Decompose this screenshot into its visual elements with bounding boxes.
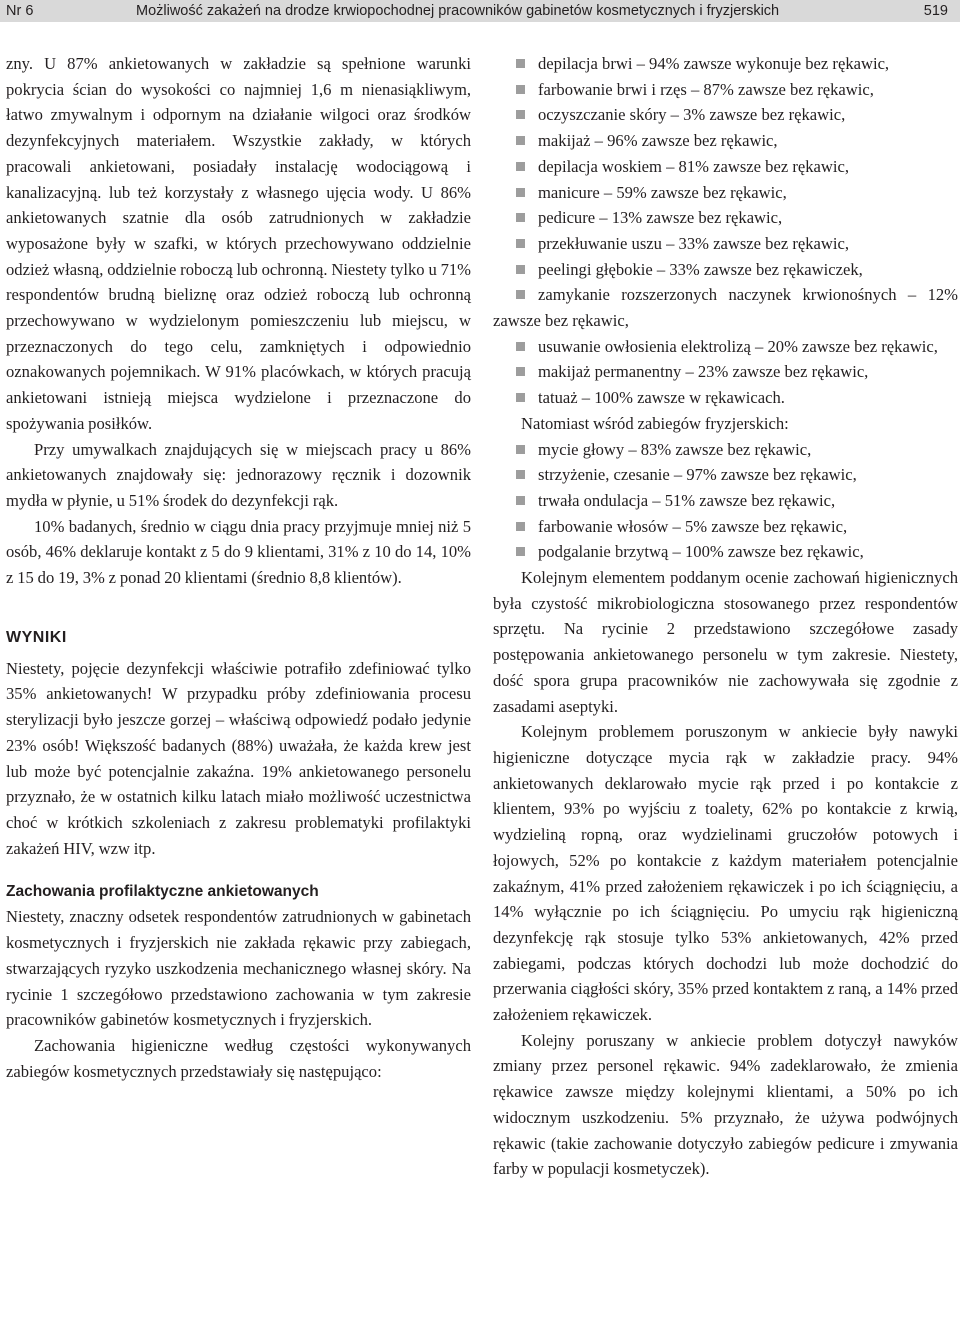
left-column [6,51,471,1084]
list-item: trwała ondulacja – 51% zawsze bez rękawic, [493,488,958,514]
list-item: depilacja woskiem – 81% zawsze bez rękawic, [493,154,958,180]
list-item: tatuaż – 100% zawsze w rękawicach. [493,385,958,411]
paragraph: Przy umywalkach znajdujących się w miejscach pracy u 86% ankietowanych znajdowały się: jednorazowy ręcznik i dozownik mydła w płynie, u 51% środek do dezynfekcji rąk. [6,439,471,510]
subsection-heading-behaviours: Zachowania profilaktyczne ankietowanych [6,883,319,901]
bullet-square-icon [516,290,525,299]
list-item: przekłuwanie uszu – 33% zawsze bez rękawic, [493,231,958,257]
bullet-square-icon [516,85,525,94]
paragraph: Niestety, pojęcie dezynfekcji właściwie potrafiło zdefiniować tylko 35% ankietowanych! W przypadku próby zdefiniowania procesu sterylizacji było jeszcze gorzej – właściwą odpowiedź podało jedynie 23% osób! Większość badanych (88%) uważała, że każda krew jest lub może być potencjalnie zakaźna. 19% ankietowanego personelu przyznało, że w ostatnich kilku latach miało możliwość uczestnictwa choć w krótkich szkoleniach z zakresu problematyki profilaktyki zakażeń HIV, wzw itp. [6,658,471,858]
paragraph: Kolejny poruszany w ankiecie problem dotyczył nawyków zmiany przez personel rękawic. 94% zadeklarowało, że zmienia rękawice zawsze między kolejnymi klientami, a 50% po ich widocznym uszkodzeniu. 5% przyznało, że używa podwójnych rękawic (takie zachowanie dotyczyło zabiegów pedicure i zmywania farby w populacji kosmetyczek). [493,1030,958,1179]
bullet-square-icon [516,213,525,222]
list-item: depilacja brwi – 94% zawsze wykonuje bez rękawic, [493,51,958,77]
list-item: pedicure – 13% zawsze bez rękawic, [493,205,958,231]
paragraph: Kolejnym problemem poruszonym w ankiecie były nawyki higieniczne dotyczące mycia rąk w zakładzie pracy. 94% ankietowanych deklarowało mycie rąk przed i po kontakcie z klientem, 93% po wyjściu z toalety, 62% po kontakcie z krwią, wydzieliną ropną, oraz wydzielinami gruczołów potowych i łojowych, 52% po kontakcie z każdym materiałem potencjalnie zakaźnym, 41% przed założeniem rękawiczek i po ich ściągnięciu, a 14% wyłącznie po ich ściągnięciu. Po umyciu rąk higieniczną dezynfekcję rąk stosuje tylko 53% ankietowanych, 42% przed zabiegami, podczas których dochodzi lub może dochodzić do przerwania ciągłości skóry, 35% przed kontaktem z raną, a 14% przed założeniem rękawiczek. [493,722,958,1025]
section-heading-wyniki: WYNIKI [6,628,67,646]
bullet-square-icon [516,59,525,68]
bullet-square-icon [516,496,525,505]
list-item: podgalanie brzytwą – 100% zawsze bez rękawic, [493,539,958,565]
paragraph: zny. U 87% ankietowanych w zakładzie są spełnione warunki pokrycia ścian do wysokości co najmniej 1,6 m nienasiąkliwym, łatwo zmywalnym i odpornym na działanie wilgoci oraz środków dezynfekcyjnych materiałem. Wszystkie zakłady, w których pracowali ankietowani, posiadały instalację wodociągową i kanalizacyjną. lub też korzystały z własnego ujęcia wody. U 86% ankietowanych szatnie dla osób zatrudnionych w zakładzie wyposażone były w szafki, w których przechowywano oddzielnie odzież własną, oddzielnie roboczą lub ochronną. Niestety tylko u 71% respondentów brudną bieliznę oraz odzież roboczą lub ochronną przechowywano w wydzielonym pomieszczeniu lub miejscu, w przeznaczonych do tego celu, zamkniętych i odpowiednio oznakowanych pojemnikach. W 91% placówkach, w których pracują ankietowani istnieją miejsca wydzielone i przeznaczone do spożywania posiłków. [6,54,472,433]
bullet-square-icon [516,470,525,479]
bullet-square-icon [516,188,525,197]
list-item: zamykanie rozszerzonych naczynek krwionośnych – 12% zawsze bez rękawic, [493,285,958,331]
page-number: 519 [923,3,948,19]
bullet-square-icon [516,547,525,556]
running-title: Możliwość zakażeń na drodze krwiopochodnej pracowników gabinetów kosmetycznych i fryzjerskich [136,3,780,19]
list-item: usuwanie owłosienia elektrolizą – 20% zawsze bez rękawic, [493,334,958,360]
list-item: makijaż – 96% zawsze bez rękawic, [493,128,958,154]
bullet-square-icon [516,162,525,171]
bullet-square-icon [516,136,525,145]
paragraph: Zachowania higieniczne według częstości wykonywanych zabiegów kosmetycznych przedstawiały się następująco: [6,1035,471,1081]
list-item: peelingi głębokie – 33% zawsze bez rękawiczek, [493,257,958,283]
list-item: farbowanie włosów – 5% zawsze bez rękawic, [493,514,958,540]
paragraph: 10% badanych, średnio w ciągu dnia pracy przyjmuje mniej niż 5 osób, 46% deklaruje kontakt z 5 do 9 klientami, 31% z 10 do 14, 10% z 15 do 19, 3% z ponad 20 klientami (średnio 8,8 klientów). [6,516,471,588]
list-item: manicure – 59% zawsze bez rękawic, [493,180,958,206]
list-item: strzyżenie, czesanie – 97% zawsze bez rękawic, [493,462,958,488]
paragraph: Kolejnym elementem poddanym ocenie zachowań higienicznych była czystość mikrobiologiczna stosowanego przez respondentów sprzętu. Na rycinie 2 przedstawiono szczegółowe zasady postępowania ankietowanego personelu w tym zakresie. Niestety, dość spora grupa pracowników nie zachowywała się zgodnie z zasadami aseptyki. [493,568,958,716]
paragraph: Niestety, znaczny odsetek respondentów zatrudnionych w gabinetach kosmetycznych i fryzjerskich nie zakłada rękawic przy zabiegach, stwarzających ryzyko uszkodzenia mechanicznego własnej skóry. Na rycinie 1 szczegółowo przedstawiono zachowania w tym zakresie pracowników gabinetów kosmetycznych i fryzjerskich. [6,907,471,1030]
running-header [0,0,960,22]
bullet-square-icon [516,393,525,402]
hair-procedures-list [493,437,958,566]
hair-procedures-intro: Natomiast wśród zabiegów fryzjerskich: [521,413,789,433]
bullet-square-icon [516,522,525,531]
bullet-square-icon [516,445,525,454]
list-item: makijaż permanentny – 23% zawsze bez rękawic, [493,359,958,385]
list-item: mycie głowy – 83% zawsze bez rękawic, [493,437,958,463]
issue-number: Nr 6 [6,3,34,19]
bullet-square-icon [516,110,525,119]
bullet-square-icon [516,239,525,248]
list-item: farbowanie brwi i rzęs – 87% zawsze bez rękawic, [493,77,958,103]
cosmetic-procedures-list [493,51,958,411]
list-item: oczyszczanie skóry – 3% zawsze bez rękawic, [493,102,958,128]
right-column [493,51,958,1182]
bullet-square-icon [516,367,525,376]
bullet-square-icon [516,265,525,274]
bullet-square-icon [516,342,525,351]
